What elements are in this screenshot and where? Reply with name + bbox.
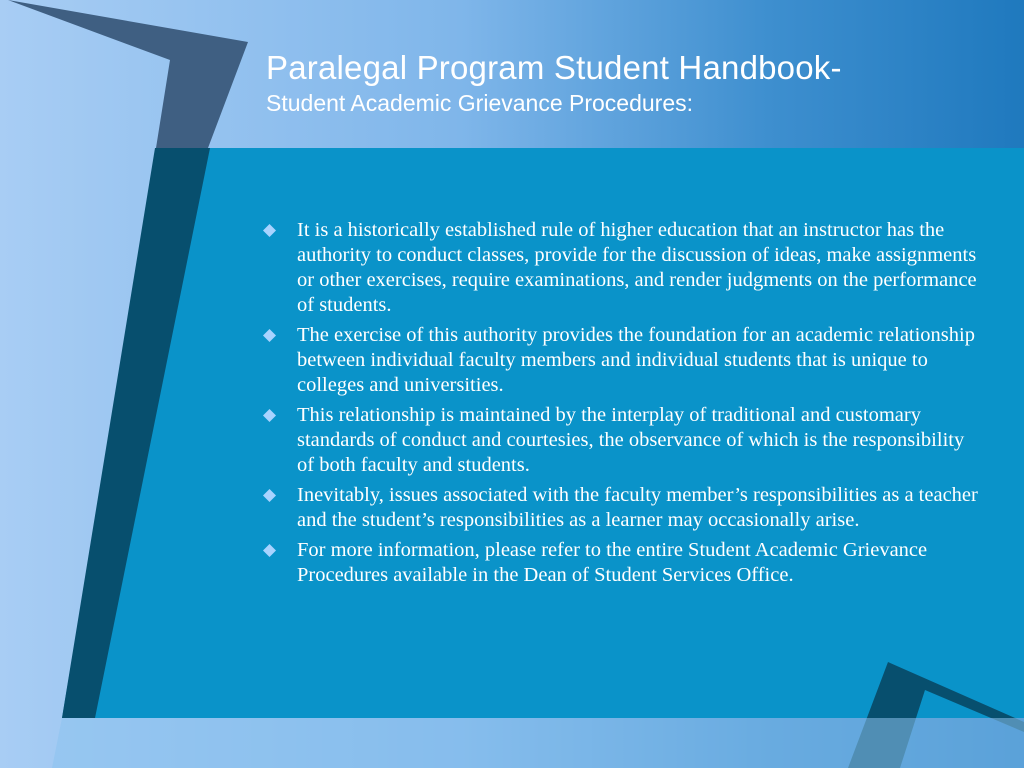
bullet-item — [260, 323, 980, 398]
diamond-bullet-icon — [263, 224, 276, 237]
bullet-text: This relationship is maintained by the interplay of traditional and customary standards of conduct and courtesies, the observance of which is the responsibility of both faculty and students. — [297, 404, 965, 476]
title-main: Paralegal Program Student Handbook- — [266, 49, 842, 86]
bullet-item — [260, 403, 980, 478]
slide-title — [266, 48, 1006, 118]
bullet-text: The exercise of this authority provides the foundation for an academic relationship between individual faculty members and individual students that is unique to colleges and universities. — [297, 324, 975, 396]
bottom-light-strip — [52, 718, 1024, 768]
bullet-text: For more information, please refer to the entire Student Academic Grievance Procedures available in the Dean of Student Services Office. — [297, 539, 928, 586]
bullet-list — [260, 218, 980, 593]
bullet-item — [260, 538, 980, 588]
bullet-text: Inevitably, issues associated with the faculty member’s responsibilities as a teacher and the student’s responsibilities as a learner may occasionally arise. — [297, 484, 978, 531]
bullet-text: It is a historically established rule of higher education that an instructor has the authority to conduct classes, provide for the discussion of ideas, make assignments or other exercises, require examinations, and render judgments on the performance of students. — [297, 219, 977, 316]
bullet-item — [260, 218, 980, 318]
diamond-bullet-icon — [263, 544, 276, 557]
title-subtitle: Student Academic Grievance Procedures: — [266, 90, 694, 116]
bullet-item — [260, 483, 980, 533]
top-left-decor-shape — [8, 0, 248, 148]
diamond-bullet-icon — [263, 409, 276, 422]
diamond-bullet-icon — [263, 489, 276, 502]
diamond-bullet-icon — [263, 329, 276, 342]
